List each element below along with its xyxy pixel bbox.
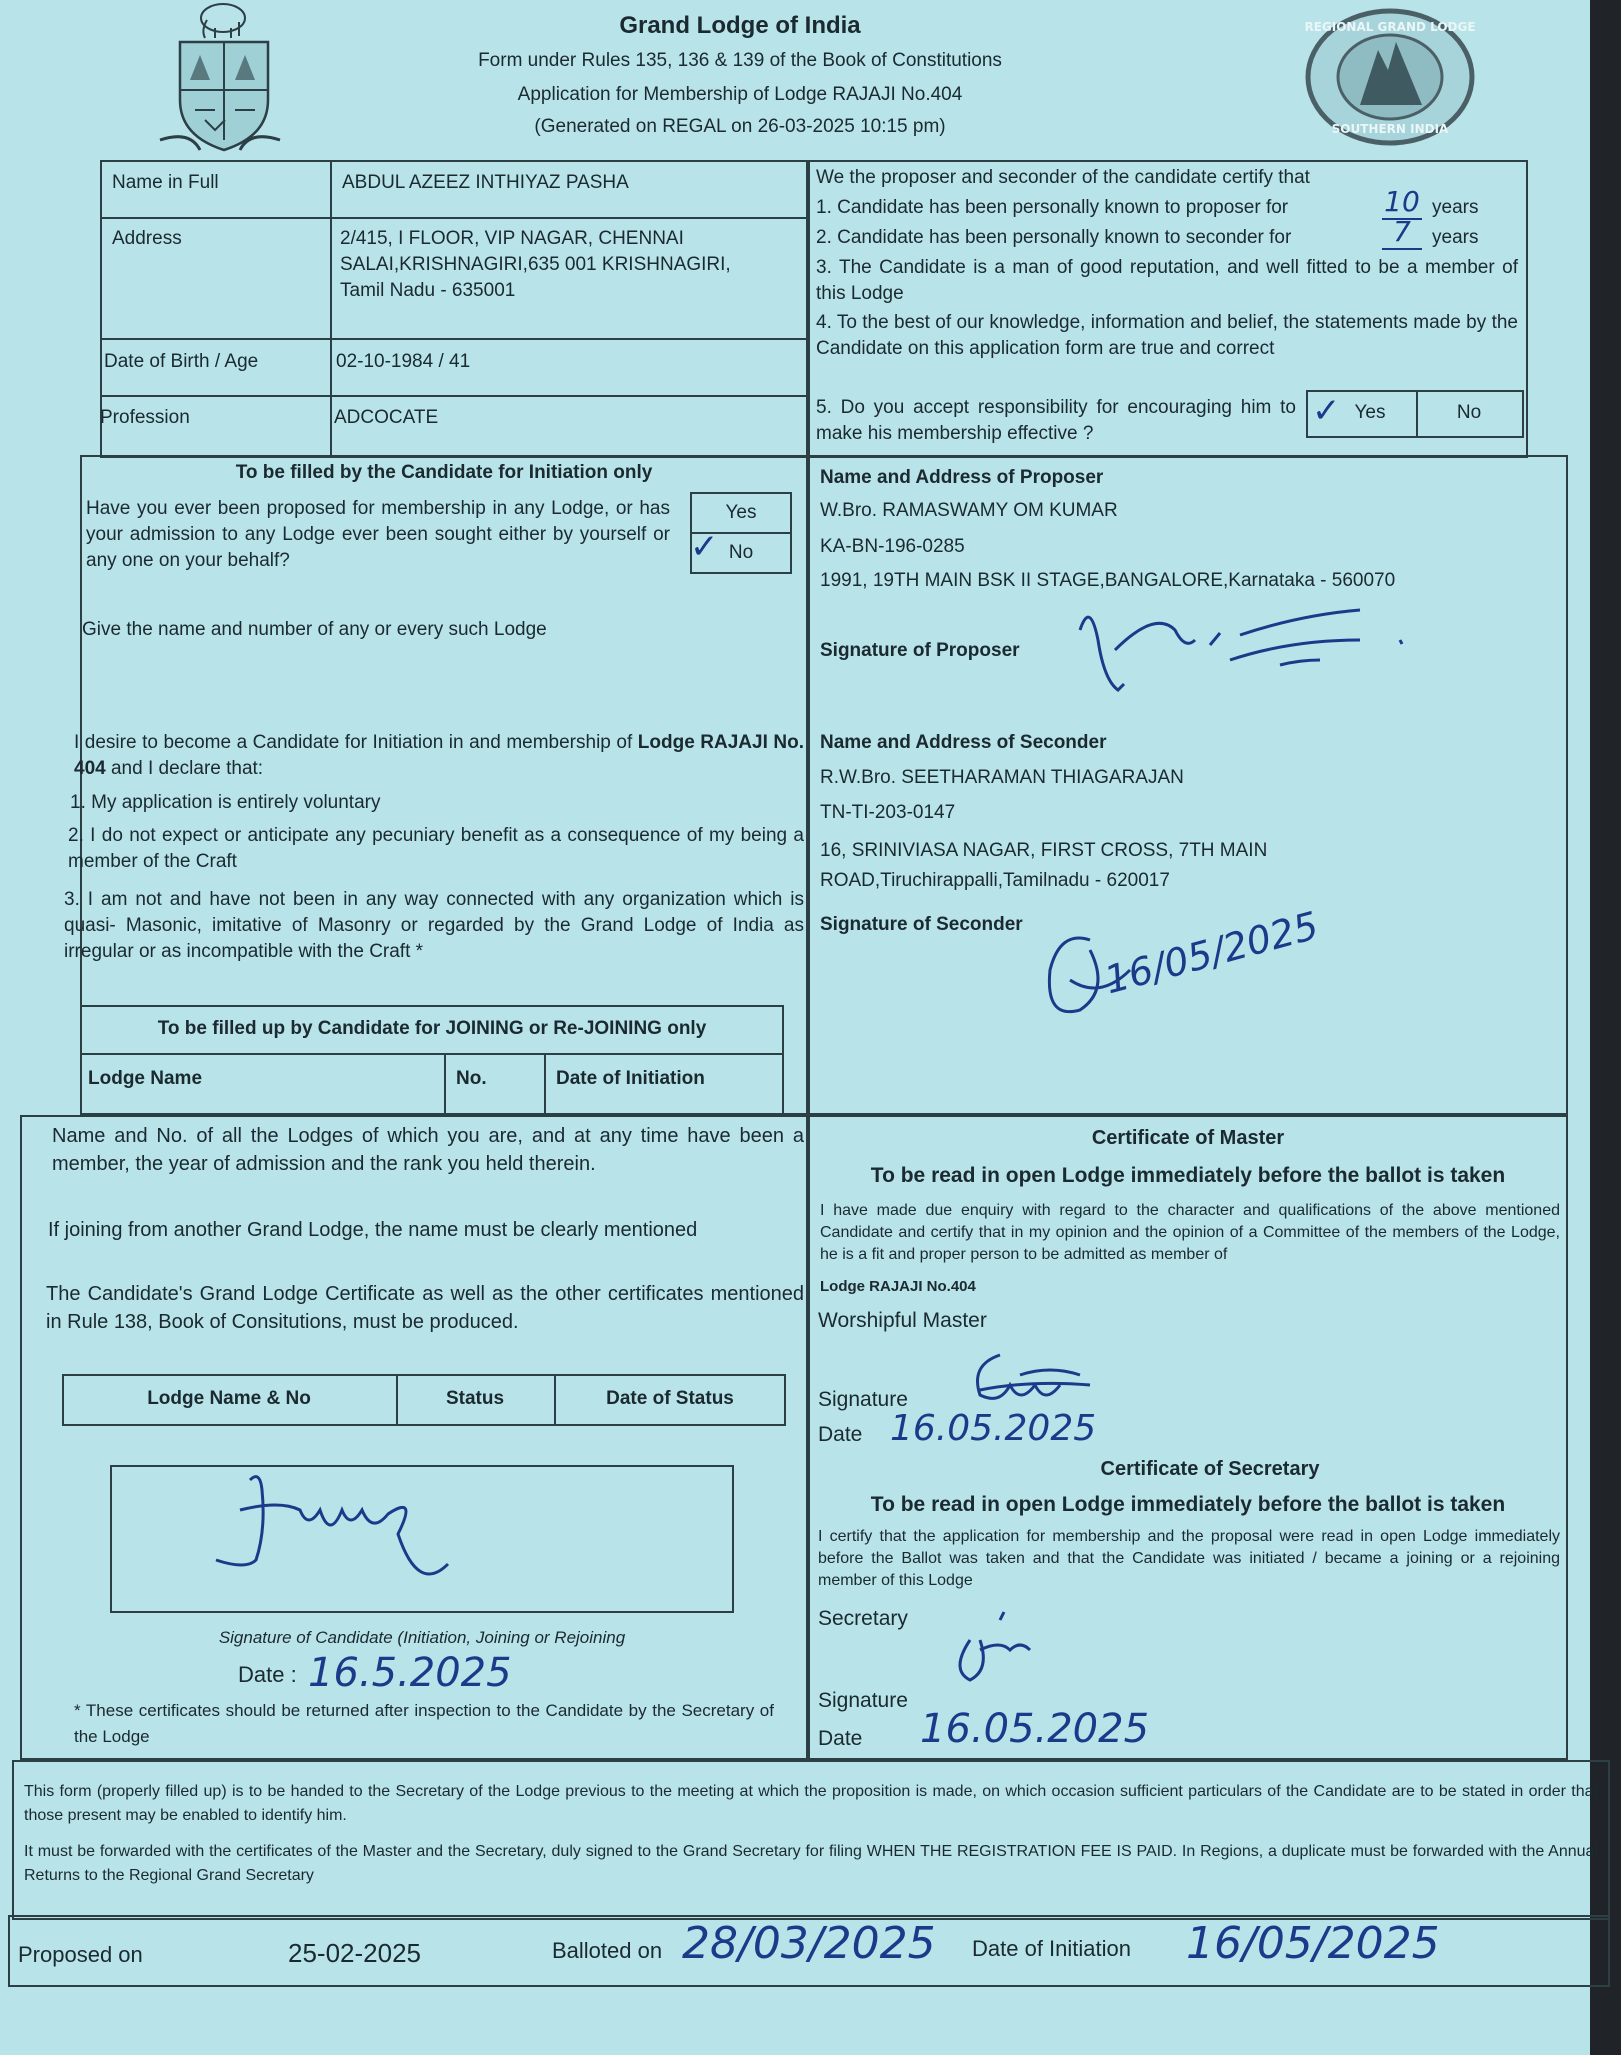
master-date-value: 16.05.2025 <box>890 1408 1097 1449</box>
candidate-signature <box>190 1460 490 1600</box>
joining-col-date-of-initiation: Date of Initiation <box>556 1068 705 1089</box>
balloted-on-value: 28/03/2025 <box>682 1918 936 1969</box>
secretary-certificate-heading: Certificate of Secretary <box>1100 1458 1320 1480</box>
proposed-before-no-option[interactable]: No <box>728 542 754 563</box>
cert-item-4: 4. To the best of our knowledge, information and belief, the statements made by the Candidate on this application form are true and correct <box>816 312 1518 359</box>
candidate-date-value: 16.5.2025 <box>308 1650 512 1696</box>
master-certificate-text: I have made due enquiry with regard to the character and qualifications of the above mentioned Candidate and certify that in my opinion and the opinion of a Committee of the members of the Lodge, he is a fit and proper person to be admitted as member of <box>820 1202 1560 1263</box>
seconder-signature-date: 16/05/2025 <box>1100 903 1323 1003</box>
form-subtitle-application: Application for Membership of Lodge RAJAJI No.404 <box>517 84 963 105</box>
proposer-years-value: 10 <box>1382 186 1422 220</box>
declaration-item-1: 1. My application is entirely voluntary <box>70 792 381 813</box>
cert-item-1: 1. Candidate has been personally known to proposer for <box>816 197 1289 218</box>
svg-text:SOUTHERN INDIA: SOUTHERN INDIA <box>1331 122 1449 136</box>
profession-value: ADCOCATE <box>334 407 439 428</box>
proposed-on-label: Proposed on <box>18 1942 143 1967</box>
seconder-name: R.W.Bro. SEETHARAMAN THIAGARAJAN <box>820 767 1184 788</box>
master-certificate-heading: Certificate of Master <box>1091 1127 1285 1149</box>
secretary-label: Secretary <box>818 1607 908 1630</box>
worshipful-master-label: Worshipful Master <box>818 1309 987 1332</box>
declaration-intro: I desire to become a Candidate for Initiation in and membership of Lodge RAJAJI No. 404 and I declare that: <box>74 732 805 779</box>
cert-intro: We the proposer and seconder of the candidate certify that <box>816 167 1310 188</box>
cert-item-3: 3. The Candidate is a man of good reputation, and well fitted to be a member of this Lodge <box>816 257 1518 304</box>
master-signature-label: Signature <box>818 1388 908 1411</box>
proposer-address: 1991, 19TH MAIN BSK II STAGE,BANGALORE,Karnataka - 560070 <box>820 570 1396 591</box>
declaration-item-2: 2. I do not expect or anticipate any pecuniary benefit as a consequence of my being a member of the Craft <box>68 825 804 872</box>
years-unit-2: years <box>1432 227 1479 248</box>
proposed-before-yes-option[interactable]: Yes <box>725 502 757 523</box>
address-line-1: 2/415, I FLOOR, VIP NAGAR, CHENNAI <box>340 228 684 249</box>
seconder-years-value: 7 <box>1382 216 1422 250</box>
secretary-signature <box>940 1610 1080 1690</box>
seconder-heading: Name and Address of Seconder <box>820 732 1107 753</box>
profession-label: Profession <box>100 407 190 428</box>
cert-item-5: 5. Do you accept responsibility for encouraging him to make his membership effective ? <box>816 397 1296 444</box>
date-of-initiation-value: 16/05/2025 <box>1186 1918 1440 1969</box>
status-col-date-of-status: Date of Status <box>606 1388 734 1409</box>
joining-col-lodge-name: Lodge Name <box>88 1068 203 1089</box>
status-col-status: Status <box>445 1388 505 1409</box>
encourage-yes-option[interactable]: Yes <box>1354 402 1386 423</box>
master-date-label: Date <box>818 1423 863 1446</box>
candidate-signature-caption: Signature of Candidate (Initiation, Joining or Rejoining <box>218 1628 626 1647</box>
proposer-heading: Name and Address of Proposer <box>820 467 1104 488</box>
joining-heading: To be filled up by Candidate for JOINING or Re-JOINING only <box>157 1018 707 1039</box>
cert-item-2: 2. Candidate has been personally known to seconder for <box>816 227 1292 248</box>
seconder-address-line-2: ROAD,Tiruchirappalli,Tamilnadu - 620017 <box>820 870 1170 891</box>
give-lodge-name-prompt: Give the name and number of any or every such Lodge <box>82 619 547 640</box>
years-unit-1: years <box>1432 197 1479 218</box>
address-line-2: SALAI,KRISHNAGIRI,635 001 KRISHNAGIRI, <box>340 254 731 275</box>
proposer-signature <box>1060 590 1420 700</box>
regional-seal-logo <box>1300 5 1480 150</box>
proposed-before-no-checkmark-icon: ✓ <box>690 527 719 567</box>
secretary-date-label: Date <box>818 1727 863 1750</box>
instructions-paragraph-2: It must be forwarded with the certificates of the Master and the Secretary, duly signed to the Grand Secretary for filing WHEN THE REGISTRATION FEE IS PAID. In Regions, a duplicate must be forwarded with the Annual Returns to the Regional Grand Secretary <box>24 1843 1598 1884</box>
instructions-paragraph-1: This form (properly filled up) is to be handed to the Secretary of the Lodge previous to the meeting at which the proposition is made, on which occasion sufficient particulars of the Candidate are to be stated in order that those present may be enabled to identify him. <box>24 1783 1598 1824</box>
dob-value: 02-10-1984 / 41 <box>336 351 471 372</box>
membership-instruction-1: Name and No. of all the Lodges of which you are, and at any time have been a member, the year of admission and the rank you held therein. <box>52 1125 804 1175</box>
seconder-id: TN-TI-203-0147 <box>820 802 956 823</box>
secretary-certificate-subheading: To be read in open Lodge immediately before the ballot is taken <box>870 1493 1506 1516</box>
lodge-emblem-logo <box>155 0 285 160</box>
address-line-3: Tamil Nadu - 635001 <box>340 280 516 301</box>
form-generated-note: (Generated on REGAL on 26-03-2025 10:15 pm) <box>534 116 946 137</box>
name-value: ABDUL AZEEZ INTHIYAZ PASHA <box>342 172 629 193</box>
joining-col-no: No. <box>456 1068 487 1089</box>
secretary-certificate-text: I certify that the application for membership and the proposal were read in open Lodge immediately before the Ballot was taken and that the Candidate was initiated / became a joining or a rejoining member of this Lodge <box>818 1528 1560 1589</box>
secretary-date-value: 16.05.2025 <box>920 1706 1150 1752</box>
balloted-on-label: Balloted on <box>552 1938 663 1963</box>
initiation-heading: To be filled by the Candidate for Initiation only <box>235 462 653 483</box>
status-col-lodge-name-no: Lodge Name & No <box>147 1388 311 1409</box>
date-of-initiation-label: Date of Initiation <box>972 1936 1131 1961</box>
master-signature <box>960 1345 1110 1415</box>
secretary-signature-label: Signature <box>818 1689 908 1712</box>
candidate-details-table <box>100 160 808 458</box>
encourage-no-option[interactable]: No <box>1456 402 1482 423</box>
form-subtitle-rules: Form under Rules 135, 136 & 139 of the Book of Constitutions <box>478 50 1002 71</box>
membership-instruction-2: If joining from another Grand Lodge, the name must be clearly mentioned <box>48 1219 698 1241</box>
initiation-question: Have you ever been proposed for membership in any Lodge, or has your admission to any Lodge ever been sought either by yourself or any one on your behalf? <box>86 498 670 571</box>
master-certificate-subheading: To be read in open Lodge immediately before the ballot is taken <box>870 1164 1506 1187</box>
dob-label: Date of Birth / Age <box>104 351 259 372</box>
proposer-name: W.Bro. RAMASWAMY OM KUMAR <box>820 500 1118 521</box>
certificates-footnote: * These certificates should be returned after inspection to the Candidate by the Secretary of the Lodge <box>74 1701 774 1746</box>
form-title: Grand Lodge of India <box>619 12 861 39</box>
proposer-id: KA-BN-196-0285 <box>820 536 965 557</box>
master-certificate-lodge: Lodge RAJAJI No.404 <box>820 1278 976 1295</box>
candidate-date-label: Date : <box>238 1662 297 1687</box>
svg-text:REGIONAL GRAND LODGE: REGIONAL GRAND LODGE <box>1304 20 1476 34</box>
seconder-address-line-1: 16, SRINIVIASA NAGAR, FIRST CROSS, 7TH MAIN <box>820 840 1268 861</box>
encourage-yes-checkmark-icon: ✓ <box>1312 391 1341 431</box>
seconder-signature-label: Signature of Seconder <box>820 914 1023 935</box>
membership-instruction-3: The Candidate's Grand Lodge Certificate as well as the other certificates mentioned in Rule 138, Book of Consitutions, must be produced. <box>46 1283 804 1333</box>
proposer-signature-label: Signature of Proposer <box>820 640 1020 661</box>
proposed-on-value: 25-02-2025 <box>288 1938 421 1968</box>
address-label: Address <box>112 228 182 249</box>
name-label: Name in Full <box>112 172 219 193</box>
declaration-item-3: 3. I am not and have not been in any way connected with any organization which is quasi- Masonic, imitative of Masonry or regarded by the Grand Lodge of India as irregular or as incompatible with the Craft * <box>64 889 804 962</box>
